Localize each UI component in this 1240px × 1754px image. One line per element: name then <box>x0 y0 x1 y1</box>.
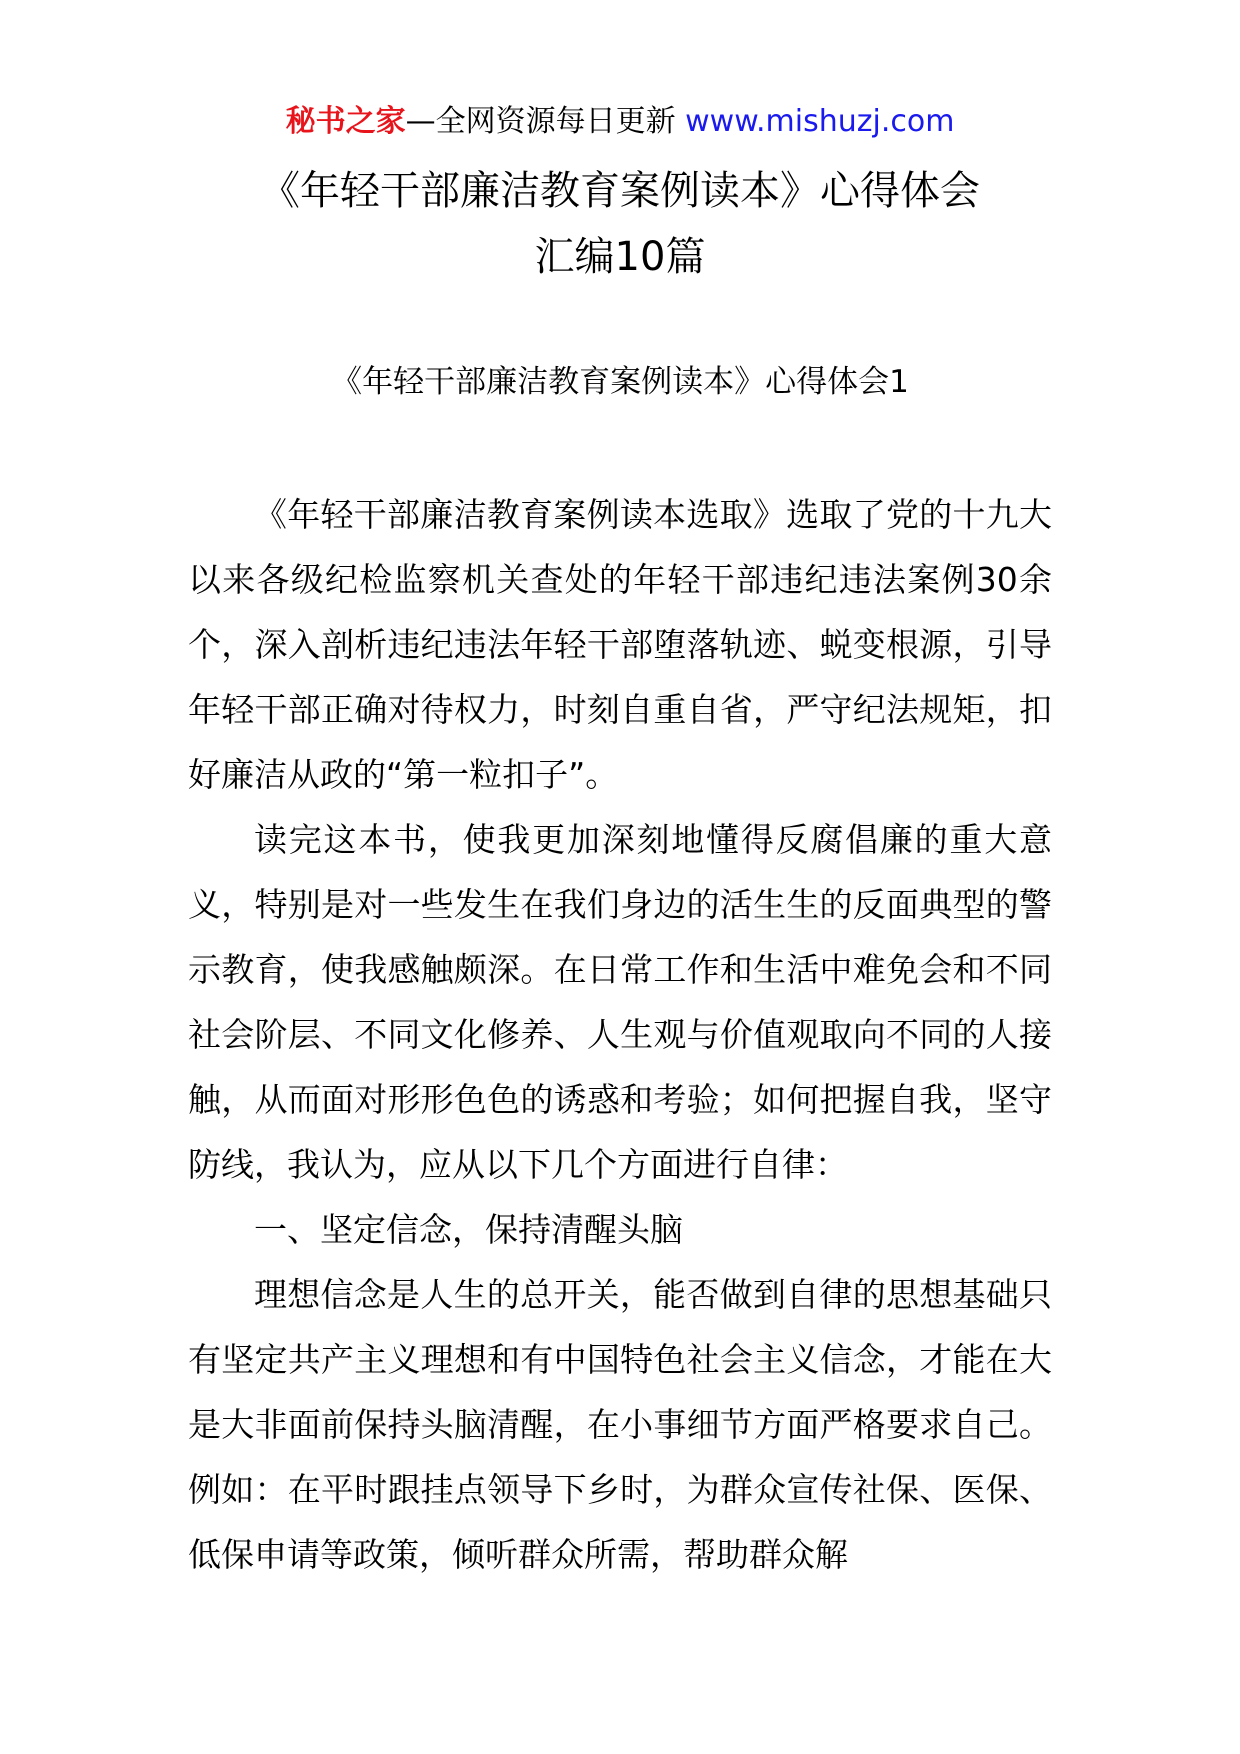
paragraph-3: 理想信念是人生的总开关，能否做到自律的思想基础只有坚定共产主义理想和有中国特色社会主义信念，才能在大是大非面前保持头脑清醒，在小事细节方面严格要求自己。例如：在平时跟挂点领导下乡时，为群众宣传社保、医保、低保申请等政策，倾听群众所需，帮助群众解 <box>188 1275 1052 1574</box>
document-body <box>188 482 1052 1587</box>
document-title <box>0 158 1240 290</box>
site-header <box>0 100 1240 144</box>
section-subheading-1: 一、坚定信念，保持清醒头脑 <box>254 1210 683 1249</box>
site-url-link[interactable]: www.mishuzj.com <box>685 104 955 139</box>
paragraph-2: 读完这本书，使我更加深刻地懂得反腐倡廉的重大意义，特别是对一些发生在我们身边的活生生的反面典型的警示教育，使我感触颇深。在日常工作和生活中难免会和不同社会阶层、不同文化修养、人生观与价值观取向不同的人接触，从而面对形形色色的诱惑和考验；如何把握自我，坚守防线，我认为，应从以下几个方面进行自律： <box>188 820 1052 1184</box>
section-heading: 《年轻干部廉洁教育案例读本》心得体会1 <box>331 364 909 400</box>
header-slogan: —全网资源每日更新 <box>405 104 676 139</box>
title-line-2: 汇编10篇 <box>534 234 706 280</box>
paragraph-1: 《年轻干部廉洁教育案例读本选取》选取了党的十九大以来各级纪检监察机关查处的年轻干部违纪违法案例30余个，深入剖析违纪违法年轻干部堕落轨迹、蜕变根源，引导年轻干部正确对待权力，时刻自重自省，严守纪法规矩，扣好廉洁从政的“第一粒扣子”。 <box>188 495 1052 794</box>
brand-name: 秘书之家 <box>285 104 406 139</box>
title-line-1: 《年轻干部廉洁教育案例读本》心得体会 <box>260 168 980 214</box>
